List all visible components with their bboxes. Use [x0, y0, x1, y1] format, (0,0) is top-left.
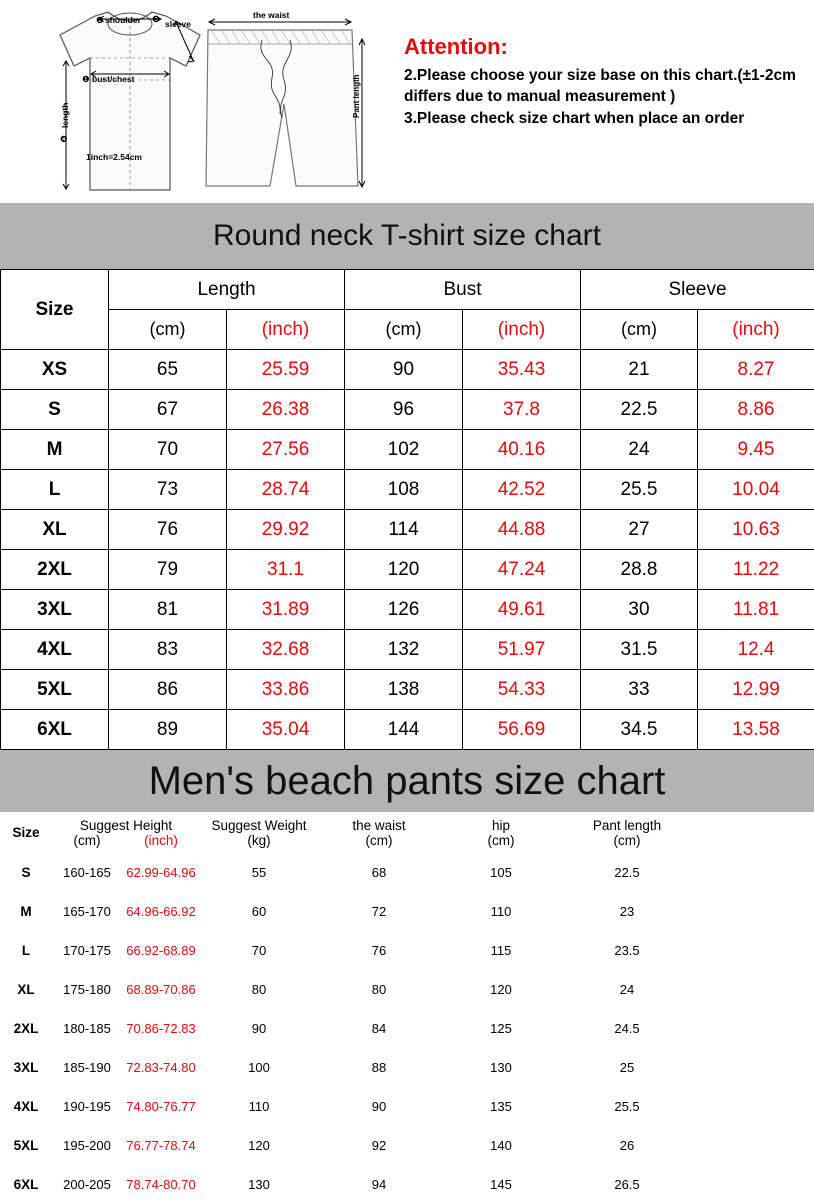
- svg-text:❶: ❶: [82, 74, 90, 84]
- cell-bust-inch: 37.8: [463, 390, 581, 430]
- cell-bust-cm: 90: [345, 350, 463, 390]
- cell-hip: 105: [440, 853, 562, 892]
- header-waist: the waist: [318, 812, 440, 833]
- svg-text:❸: ❸: [152, 14, 160, 24]
- cell-bust-cm: 144: [345, 710, 463, 750]
- table-row: [1, 510, 814, 550]
- cell-size: 6XL: [1, 710, 109, 750]
- table-row: [1, 630, 814, 670]
- cell-sleeve-cm: 34.5: [581, 710, 698, 750]
- svg-text:length: length: [60, 103, 70, 129]
- cell-length-cm: 67: [109, 390, 227, 430]
- table-row: [1, 590, 814, 630]
- header-bust-cm: (cm): [345, 310, 463, 350]
- cell-sleeve-cm: 21: [581, 350, 698, 390]
- table-row: [1, 550, 814, 590]
- cell-length-inch: 32.68: [227, 630, 345, 670]
- cell-size: 6XL: [0, 1165, 52, 1204]
- top-illustration-area: [0, 0, 814, 203]
- cell-bust-cm: 138: [345, 670, 463, 710]
- cell-empty: [692, 1048, 814, 1087]
- cell-waist: 84: [318, 1009, 440, 1048]
- cell-sleeve-cm: 31.5: [581, 630, 698, 670]
- table-row: [0, 1126, 814, 1165]
- cell-bust-cm: 132: [345, 630, 463, 670]
- cell-waist: 90: [318, 1087, 440, 1126]
- cell-height-cm: 180-185: [52, 1009, 122, 1048]
- cell-length-inch: 35.04: [227, 710, 345, 750]
- cell-empty: [692, 1165, 814, 1204]
- table-row: [1, 350, 814, 390]
- cell-hip: 125: [440, 1009, 562, 1048]
- cell-length-cm: 81: [109, 590, 227, 630]
- cell-height-cm: 200-205: [52, 1165, 122, 1204]
- cell-length-cm: 86: [109, 670, 227, 710]
- header-size: Size: [0, 812, 52, 853]
- cell-sleeve-inch: 9.45: [698, 430, 814, 470]
- cell-pant-length: 24: [562, 970, 692, 1009]
- cell-waist: 68: [318, 853, 440, 892]
- tshirt-chart-title: Round neck T-shirt size chart: [0, 203, 814, 269]
- cell-size: XS: [1, 350, 109, 390]
- cell-bust-inch: 35.43: [463, 350, 581, 390]
- svg-text:sleeve: sleeve: [165, 19, 191, 29]
- table-header-group-row: [1, 270, 814, 310]
- header-sleeve-cm: (cm): [581, 310, 698, 350]
- cell-hip: 115: [440, 931, 562, 970]
- header-sleeve-inch: (inch): [698, 310, 814, 350]
- cell-bust-inch: 44.88: [463, 510, 581, 550]
- cell-empty: [692, 931, 814, 970]
- header-empty-2: [692, 833, 814, 853]
- pants-size-table: [0, 812, 814, 1204]
- cell-height-cm: 190-195: [52, 1087, 122, 1126]
- cell-weight: 60: [200, 892, 318, 931]
- cell-hip: 145: [440, 1165, 562, 1204]
- cell-size: M: [1, 430, 109, 470]
- cell-size: XL: [0, 970, 52, 1009]
- cell-length-cm: 79: [109, 550, 227, 590]
- cell-height-inch: 70.86-72.83: [122, 1009, 200, 1048]
- cell-empty: [692, 1126, 814, 1165]
- cell-size: XL: [1, 510, 109, 550]
- cell-empty: [692, 1087, 814, 1126]
- cell-length-inch: 31.89: [227, 590, 345, 630]
- cell-height-cm: 185-190: [52, 1048, 122, 1087]
- pants-header-row-2: [0, 833, 814, 853]
- header-height-inch: (inch): [122, 833, 200, 853]
- cell-empty: [692, 892, 814, 931]
- cell-size: L: [0, 931, 52, 970]
- cell-size: 5XL: [0, 1126, 52, 1165]
- cell-height-inch: 72.83-74.80: [122, 1048, 200, 1087]
- cell-hip: 140: [440, 1126, 562, 1165]
- header-hip-unit: (cm): [440, 833, 562, 853]
- cell-pant-length: 23: [562, 892, 692, 931]
- pants-chart-title: Men's beach pants size chart: [0, 750, 814, 812]
- header-length-unit: (cm): [562, 833, 692, 853]
- cell-size: 5XL: [1, 670, 109, 710]
- table-row: [1, 470, 814, 510]
- cell-height-cm: 160-165: [52, 853, 122, 892]
- cell-length-cm: 65: [109, 350, 227, 390]
- cell-height-inch: 76.77-78.74: [122, 1126, 200, 1165]
- cell-weight: 70: [200, 931, 318, 970]
- header-bust-inch: (inch): [463, 310, 581, 350]
- cell-length-inch: 28.74: [227, 470, 345, 510]
- attention-line-1: 2.Please choose your size base on this chart.(±1-2cm differs due to manual measurement ): [404, 66, 804, 107]
- cell-pant-length: 22.5: [562, 853, 692, 892]
- tshirt-size-table: [0, 269, 814, 750]
- cell-bust-inch: 56.69: [463, 710, 581, 750]
- cell-size: S: [0, 853, 52, 892]
- cell-bust-cm: 120: [345, 550, 463, 590]
- cell-bust-inch: 49.61: [463, 590, 581, 630]
- cell-weight: 80: [200, 970, 318, 1009]
- cell-height-cm: 195-200: [52, 1126, 122, 1165]
- cell-length-inch: 29.92: [227, 510, 345, 550]
- cell-sleeve-cm: 30: [581, 590, 698, 630]
- cell-waist: 72: [318, 892, 440, 931]
- cell-weight: 120: [200, 1126, 318, 1165]
- header-weight-unit: (kg): [200, 833, 318, 853]
- cell-bust-inch: 54.33: [463, 670, 581, 710]
- table-row: [1, 670, 814, 710]
- cell-height-inch: 62.99-64.96: [122, 853, 200, 892]
- cell-height-inch: 78.74-80.70: [122, 1165, 200, 1204]
- cell-height-cm: 175-180: [52, 970, 122, 1009]
- header-bust: Bust: [345, 270, 581, 310]
- cell-sleeve-inch: 12.4: [698, 630, 814, 670]
- cell-size: 4XL: [0, 1087, 52, 1126]
- cell-hip: 130: [440, 1048, 562, 1087]
- cell-sleeve-cm: 33: [581, 670, 698, 710]
- cell-length-cm: 70: [109, 430, 227, 470]
- cell-length-inch: 25.59: [227, 350, 345, 390]
- cell-bust-cm: 102: [345, 430, 463, 470]
- garment-measurement-diagram: [0, 0, 400, 203]
- cell-length-inch: 31.1: [227, 550, 345, 590]
- cell-bust-cm: 126: [345, 590, 463, 630]
- cell-empty: [692, 970, 814, 1009]
- cell-bust-inch: 51.97: [463, 630, 581, 670]
- cell-pant-length: 26: [562, 1126, 692, 1165]
- table-row: [0, 1087, 814, 1126]
- cell-length-cm: 83: [109, 630, 227, 670]
- cell-sleeve-inch: 13.58: [698, 710, 814, 750]
- cell-height-inch: 64.96-66.92: [122, 892, 200, 931]
- cell-height-cm: 170-175: [52, 931, 122, 970]
- table-row: [1, 710, 814, 750]
- cell-length-inch: 27.56: [227, 430, 345, 470]
- table-row: [0, 1009, 814, 1048]
- table-row: [1, 390, 814, 430]
- table-header-unit-row: [1, 310, 814, 350]
- table-row: [0, 892, 814, 931]
- cell-waist: 88: [318, 1048, 440, 1087]
- cell-sleeve-cm: 24: [581, 430, 698, 470]
- header-sleeve: Sleeve: [581, 270, 814, 310]
- header-height-cm: (cm): [52, 833, 122, 853]
- cell-sleeve-inch: 11.81: [698, 590, 814, 630]
- cell-height-inch: 66.92-68.89: [122, 931, 200, 970]
- cell-pant-length: 25: [562, 1048, 692, 1087]
- cell-empty: [692, 1009, 814, 1048]
- header-size: Size: [1, 270, 109, 350]
- cell-height-inch: 74.80-76.77: [122, 1087, 200, 1126]
- cell-bust-inch: 47.24: [463, 550, 581, 590]
- cell-size: 2XL: [1, 550, 109, 590]
- cell-pant-length: 25.5: [562, 1087, 692, 1126]
- header-empty: [692, 812, 814, 833]
- cell-bust-cm: 108: [345, 470, 463, 510]
- svg-text:the waist: the waist: [253, 10, 290, 20]
- cell-size: M: [0, 892, 52, 931]
- header-suggest-weight: Suggest Weight: [200, 812, 318, 833]
- cell-weight: 100: [200, 1048, 318, 1087]
- cell-waist: 94: [318, 1165, 440, 1204]
- cell-size: S: [1, 390, 109, 430]
- cell-length-cm: 76: [109, 510, 227, 550]
- cell-sleeve-inch: 12.99: [698, 670, 814, 710]
- cell-pant-length: 24.5: [562, 1009, 692, 1048]
- table-row: [0, 970, 814, 1009]
- cell-weight: 110: [200, 1087, 318, 1126]
- table-row: [1, 430, 814, 470]
- cell-length-inch: 33.86: [227, 670, 345, 710]
- svg-text:❷: ❷: [96, 15, 104, 25]
- table-row: [0, 1048, 814, 1087]
- svg-text:shoulder: shoulder: [105, 15, 142, 25]
- cell-waist: 80: [318, 970, 440, 1009]
- cell-weight: 90: [200, 1009, 318, 1048]
- cell-sleeve-cm: 28.8: [581, 550, 698, 590]
- cell-bust-inch: 42.52: [463, 470, 581, 510]
- pants-header-row-1: [0, 812, 814, 833]
- cell-waist: 92: [318, 1126, 440, 1165]
- header-length-cm: (cm): [109, 310, 227, 350]
- table-row: [0, 1165, 814, 1204]
- cell-sleeve-cm: 27: [581, 510, 698, 550]
- attention-line-2: 3.Please check size chart when place an order: [404, 109, 804, 130]
- cell-height-inch: 68.89-70.86: [122, 970, 200, 1009]
- svg-text:❹: ❹: [60, 134, 68, 144]
- cell-pant-length: 23.5: [562, 931, 692, 970]
- header-waist-unit: (cm): [318, 833, 440, 853]
- attention-title: Attention:: [404, 34, 804, 60]
- cell-length-inch: 26.38: [227, 390, 345, 430]
- cell-bust-inch: 40.16: [463, 430, 581, 470]
- svg-text:Pant length: Pant length: [352, 74, 361, 118]
- cell-sleeve-inch: 8.27: [698, 350, 814, 390]
- cell-size: 4XL: [1, 630, 109, 670]
- cell-pant-length: 26.5: [562, 1165, 692, 1204]
- cell-length-cm: 89: [109, 710, 227, 750]
- cell-size: L: [1, 470, 109, 510]
- cell-weight: 55: [200, 853, 318, 892]
- header-length-inch: (inch): [227, 310, 345, 350]
- table-row: [0, 853, 814, 892]
- table-row: [0, 931, 814, 970]
- cell-sleeve-inch: 8.86: [698, 390, 814, 430]
- cell-height-cm: 165-170: [52, 892, 122, 931]
- cell-length-cm: 73: [109, 470, 227, 510]
- cell-waist: 76: [318, 931, 440, 970]
- cell-hip: 110: [440, 892, 562, 931]
- cell-hip: 135: [440, 1087, 562, 1126]
- cell-sleeve-cm: 25.5: [581, 470, 698, 510]
- cell-size: 2XL: [0, 1009, 52, 1048]
- cell-weight: 130: [200, 1165, 318, 1204]
- cell-hip: 120: [440, 970, 562, 1009]
- cell-sleeve-inch: 10.63: [698, 510, 814, 550]
- cell-size: 3XL: [0, 1048, 52, 1087]
- svg-text:bust/chest: bust/chest: [92, 74, 135, 84]
- cell-empty: [692, 853, 814, 892]
- cell-size: 3XL: [1, 590, 109, 630]
- header-hip: hip: [440, 812, 562, 833]
- cell-sleeve-inch: 10.04: [698, 470, 814, 510]
- attention-block: [404, 34, 804, 132]
- svg-text:1inch=2.54cm: 1inch=2.54cm: [86, 152, 142, 162]
- cell-sleeve-inch: 11.22: [698, 550, 814, 590]
- header-suggest-height: Suggest Height: [52, 812, 200, 833]
- cell-sleeve-cm: 22.5: [581, 390, 698, 430]
- cell-bust-cm: 96: [345, 390, 463, 430]
- header-pant-length: Pant length: [562, 812, 692, 833]
- cell-bust-cm: 114: [345, 510, 463, 550]
- header-length: Length: [109, 270, 345, 310]
